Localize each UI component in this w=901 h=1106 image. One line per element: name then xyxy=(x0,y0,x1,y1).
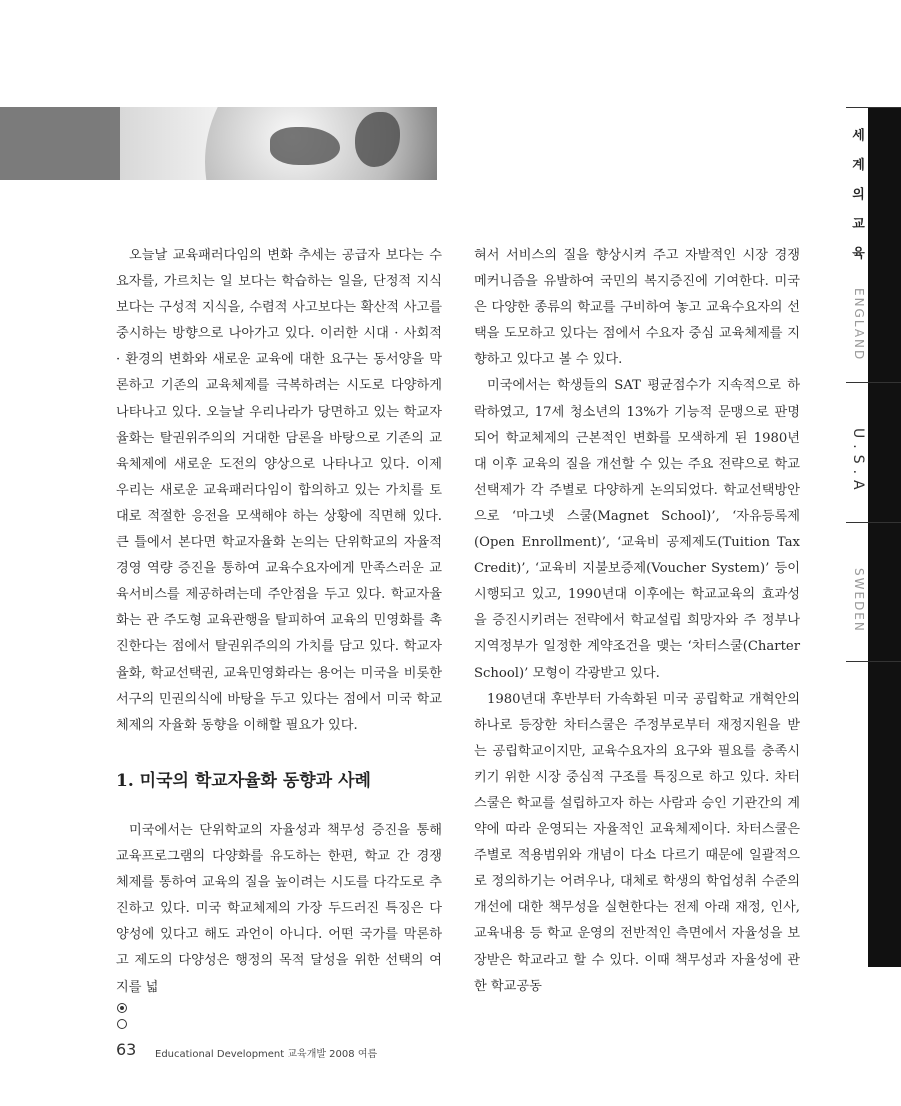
body-paragraph: 1980년대 후반부터 가속화된 미국 공립학교 개혁안의 하나로 등장한 차터스쿨은 주정부로부터 재정지원을 받는 공립학교이지만, 교육수요자의 요구와 필요를 충족시키기 위한 시장 중심적 구조를 특징으로 하고 있다. 차터스쿨은 학교를 설립하고자 하는 사람과 승인 기관간의 계약에 따라 운영되는 자율적인 교육체제이다. 차터스쿨은 주별로 적용범위와 개념이 다소 다르기 때문에 일괄적으로 정의하기는 어려우나, 대체로 학생의 학업성취 수준의 개선에 대한 책무성을 실현한다는 전제 아래 재정, 인사, 교육내용 등 학교 운영의 전반적인 측면에서 자율성을 보장받은 학교라고 할 수 있다. 이때 책무성과 자율성에 관한 학교공동 xyxy=(474,691,800,994)
side-divider xyxy=(846,107,901,108)
section-heading: 1. 미국의 학교자율화 동향과 사례 xyxy=(116,771,371,791)
left-column-section xyxy=(116,818,442,1001)
publication-footer: Educational Development 교육개발 2008 여름 xyxy=(155,1049,378,1060)
globe-continent xyxy=(270,127,340,165)
side-divider xyxy=(846,661,901,662)
section-paragraph: 미국에서는 단위학교의 자율성과 책무성 증진을 통해 교육프로그램의 다양화를 유도하는 한편, 학교 간 경쟁 체제를 통하여 교육의 질을 높이려는 시도를 다각도로 추진하고 있다. 미국 학교체제의 가장 두드러진 특징은 다양성에 있다고 해도 과언이 아니다. 어떤 국가를 막론하고 제도의 다양성은 행정의 목적 달성을 위한 선택의 여지를 넓 xyxy=(116,823,442,995)
body-paragraph: 미국에서는 학생들의 SAT 평균점수가 지속적으로 하락하였고, 17세 청소년의 13%가 기능적 문맹으로 판명되어 학교체제의 근본적인 변화를 모색하게 된 1980년대 이후 교육의 질을 개선할 수 있는 주요 전략으로 학교선택제가 각 주별로 다양하게 논의되었다. 학교선택방안으로 ‘마그넷 스쿨(Magnet School)’, ‘자유등록제(Open Enrollment)’, ‘교육비 공제제도(Tuition Tax Credit)’, ‘교육비 지불보증제(Voucher System)’ 등이 시행되고 있고, 1990년대 이후에는 학교교육의 효과성을 증진시키려는 전략에서 학교설립 희망자와 주 정부나 지역정부가 일정한 계약조건을 맺는 ‘차터스쿨(Charter School)’ 모형이 각광받고 있다. xyxy=(474,378,800,681)
right-column xyxy=(474,243,800,1000)
body-paragraph: 혀서 서비스의 질을 향상시켜 주고 자발적인 시장 경쟁 메커니즘을 유발하여 국민의 복지증진에 기여한다. 미국은 다양한 종류의 학교를 구비하여 놓고 교육수요자의 선택을 도모하고 있다는 점에서 수요자 중심 교육체제를 지향하고 있다고 볼 수 있다. xyxy=(474,248,800,368)
globe-image xyxy=(120,107,437,180)
side-tab-england: ENGLAND xyxy=(852,288,866,362)
left-column xyxy=(116,243,442,739)
side-tab-usa: U.S.A xyxy=(850,428,866,496)
side-tab-sweden: SWEDEN xyxy=(852,568,866,633)
intro-paragraph: 오늘날 교육패러다임의 변화 추세는 공급자 보다는 수요자를, 가르치는 일 보다는 학습하는 일을, 단정적 지식보다는 구성적 지식을, 수렴적 사고보다는 확산적 사고를 중시하는 방향으로 나아가고 있다. 이러한 시대 · 사회적 · 환경의 변화와 새로운 교육에 대한 요구는 동서양을 막론하고 기존의 교육체제를 극복하려는 시도로 다양하게 나타나고 있다. 오늘날 우리나라가 당면하고 있는 학교자율화는 탈권위주의의 거대한 담론을 바탕으로 기존의 교육체제에 새로운 도전의 양상으로 나타나고 있다. 이제 우리는 새로운 교육패러다임이 합의하고 있는 가치를 토대로 적절한 응전을 모색해야 하는 상황에 직면해 있다. 큰 틀에서 본다면 학교자율화 논의는 단위학교의 자율적 경영 역량 증진을 통하여 교육수요자에게 만족스러운 교육서비스를 제공하려는데 주안점을 두고 있다. 학교자율화는 관 주도형 교육관행을 탈피하여 교육의 민영화를 촉진한다는 점에서 탈권위주의의 가치를 담고 있다. 학교자율화, 학교선택권, 교육민영화라는 용어는 미국을 비롯한 서구의 민권의식에 바탕을 두고 있다는 점에서 미국 학교체제의 자율화 동향을 이해할 필요가 있다. xyxy=(116,248,442,733)
side-tab-bar xyxy=(868,107,901,967)
header-gray-band xyxy=(0,107,120,180)
page-number: 63 xyxy=(116,1040,137,1059)
side-divider xyxy=(846,522,901,523)
side-divider xyxy=(846,382,901,383)
bullet-empty-icon xyxy=(117,1019,127,1029)
bullet-filled-icon xyxy=(117,1003,127,1013)
side-section-title: 세 계 의 교 육 xyxy=(849,128,864,266)
